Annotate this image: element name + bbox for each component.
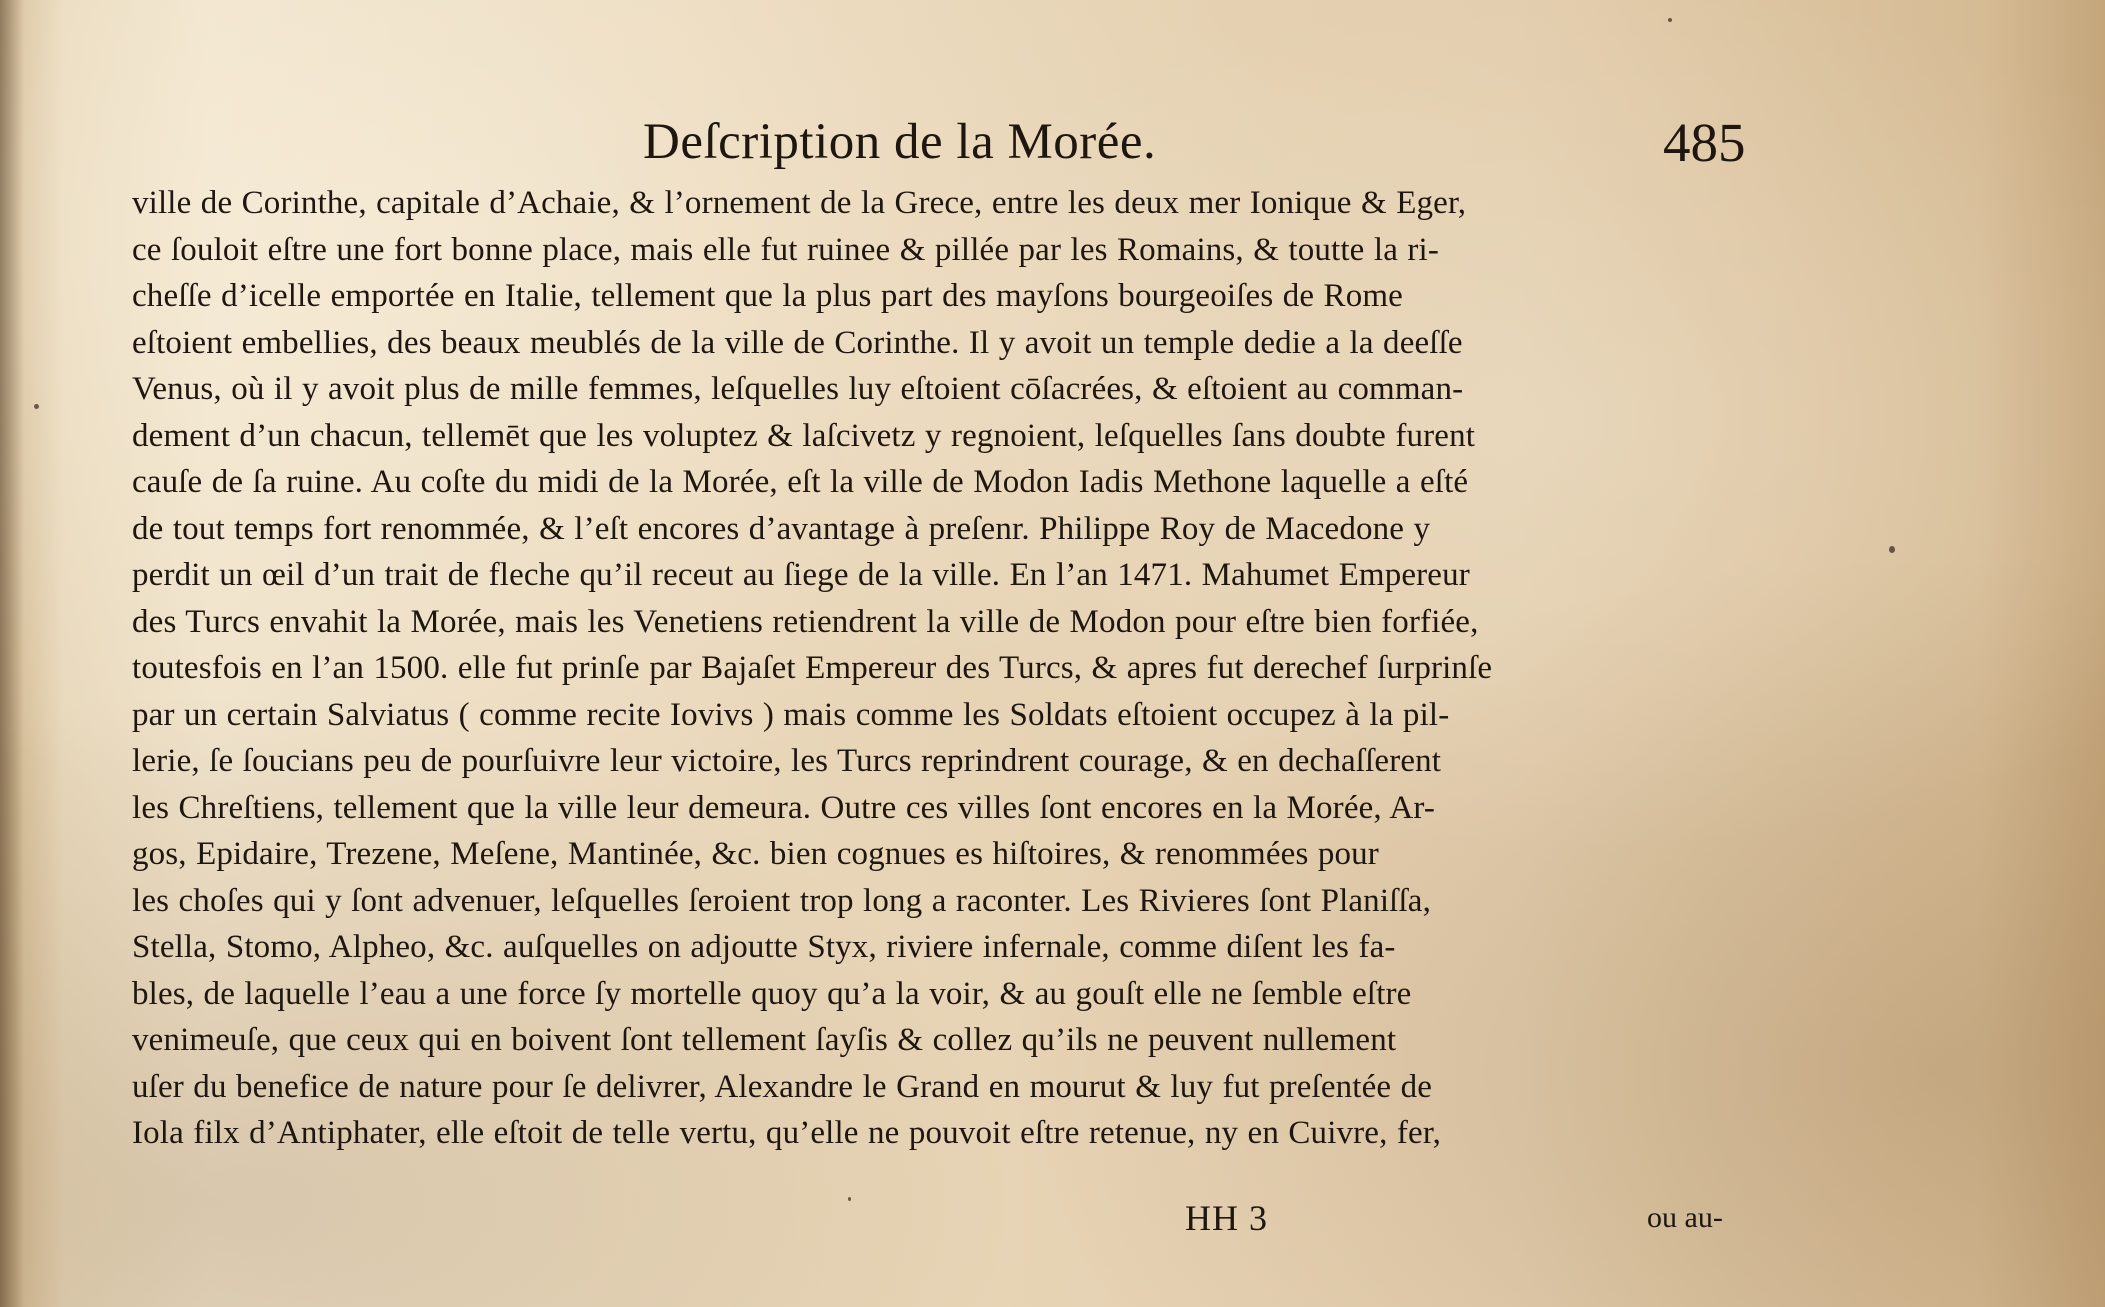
text-line-1: ville de Corinthe, capitale d’Achaie, & l’ornement de la Grece, entre les deux mer Ionique & Eger, [132, 185, 1467, 221]
text-line-21: Iola filx d’Antiphater, elle eſtoit de telle vertu, qu’elle ne pouvoit eſtre retenue, ny en Cuivre, fer, [132, 1115, 1442, 1151]
running-title: Deſcription de la Morée. [643, 114, 1157, 170]
catchword: ou au- [1647, 1201, 1723, 1234]
text-line-17: Stella, Stomo, Alpheo, &c. auſquelles on adjoutte Styx, riviere infernale, comme diſent les fa- [132, 929, 1396, 965]
text-line-19: venimeuſe, que ceux qui en boivent ſont tellement ſayſis & collez qu’ils ne peuvent nullement [132, 1022, 1397, 1058]
text-line-13: lerie, ſe ſoucians peu de pourſuivre leur victoire, les Turcs reprindrent courage, & en dechaſſerent [132, 743, 1442, 779]
text-line-5: Venus, où il y avoit plus de mille femmes, leſquelles luy eſtoient cōſacrées, & eſtoient au comman- [132, 371, 1464, 407]
text-line-12: par un certain Salviatus ( comme recite Iovivs ) mais comme les Soldats eſtoient occupez à la pil- [132, 696, 1450, 733]
text-line-18: bles, de laquelle l’eau a une force ſy mortelle quoy qu’a la voir, & au gouſt elle ne ſemble eſtre [132, 975, 1412, 1012]
ink-speck [1889, 546, 1895, 553]
page-number: 485 [1663, 112, 1746, 173]
text-line-11: toutesfois en l’an 1500. elle fut prinſe par Bajaſet Empereur des Turcs, & apres fut derechef ſurprinſe [132, 650, 1493, 686]
body-text [132, 180, 1762, 1157]
signature-mark: HH 3 [1185, 1198, 1268, 1238]
ink-speck [34, 404, 39, 409]
text-line-7: cauſe de ſa ruine. Au coſte du midi de la Morée, eſt la ville de Modon Iadis Methone laquelle a eſté [132, 464, 1469, 500]
text-line-8: de tout temps fort renommée, & l’eſt encores d’avantage à preſenr. Philippe Roy de Macedone y [132, 510, 1431, 547]
ink-speck [1668, 18, 1672, 22]
text-line-4: eſtoient embellies, des beaux meublés de la ville de Corinthe. Il y avoit un temple dedie a la deeſſe [132, 324, 1463, 361]
text-line-14: les Chreſtiens, tellement que la ville leur demeura. Outre ces villes ſont encores en la Morée, Ar- [132, 789, 1435, 826]
text-line-10: des Turcs envahit la Morée, mais les Venetiens retiendrent la ville de Modon pour eſtre bien forfiée, [132, 603, 1479, 640]
text-line-6: dement d’un chacun, tellemēt que les voluptez & laſcivetz y regnoient, leſquelles ſans doubte furent [132, 417, 1476, 454]
text-line-2: ce ſouloit eſtre une fort bonne place, mais elle fut ruinee & pillée par les Romains, & toutte la ri- [132, 231, 1439, 268]
ink-speck [848, 1197, 851, 1201]
text-line-15: gos, Epidaire, Trezene, Meſene, Mantinée, &c. bien cognues es hiſtoires, & renommées pour [132, 836, 1379, 872]
text-line-20: uſer du benefice de nature pour ſe delivrer, Alexandre le Grand en mourut & luy fut preſentée de [132, 1068, 1433, 1105]
binding-shadow [0, 0, 24, 1307]
text-line-16: les choſes qui y ſont advenuer, leſquelles ſeroient trop long a raconter. Les Rivieres ſont Planiſſa, [132, 882, 1431, 919]
text-line-9: perdit un œil d’un trait de fleche qu’il receut au ſiege de la ville. En l’an 1471. Mahumet Empereur [132, 557, 1470, 593]
text-line-3: cheſſe d’icelle emportée en Italie, tellement que la plus part des mayſons bourgeoiſes de Rome [132, 278, 1403, 314]
